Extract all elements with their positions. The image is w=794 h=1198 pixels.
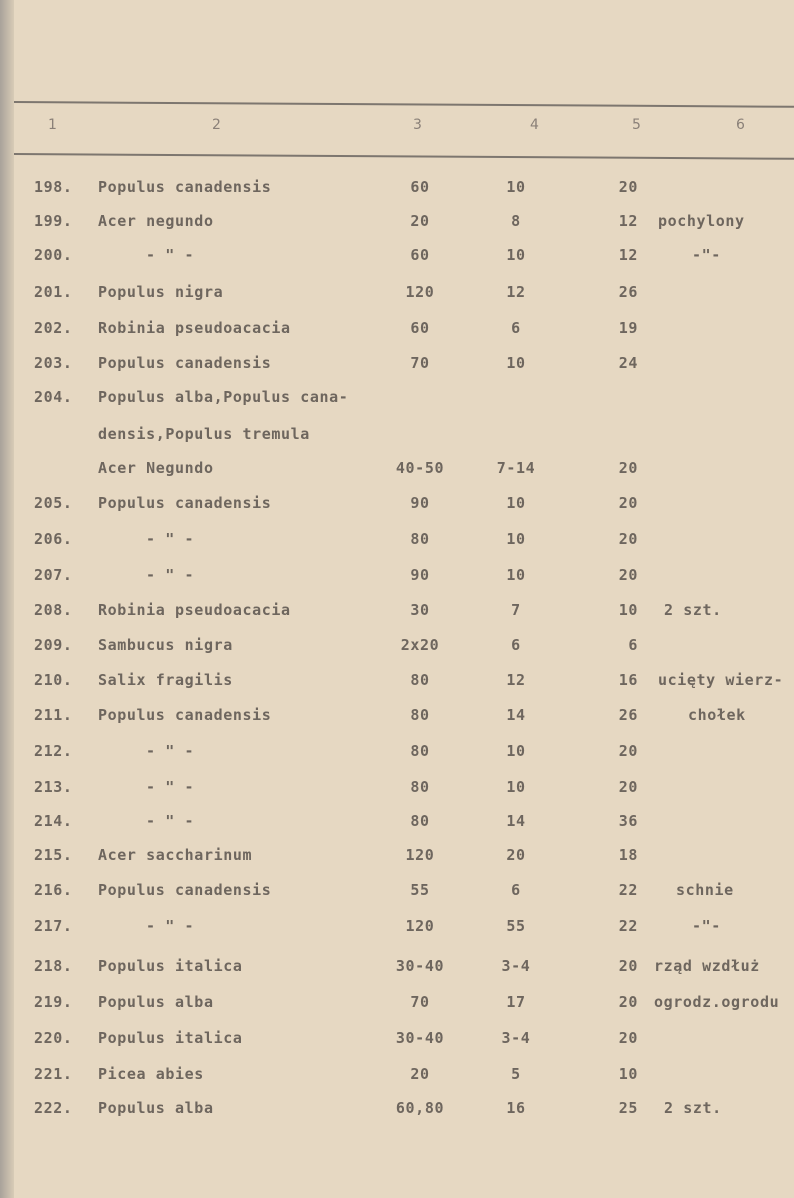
col-5-value: 12 [618,246,638,264]
species-name: - " - [146,812,195,830]
col-5-value: 20 [618,459,638,477]
row-number: 199. [34,212,73,230]
col-3-value: 80 [410,530,430,548]
col-6-remark: 2 szt. [664,601,722,619]
species-name: - " - [146,778,195,796]
species-name: Populus nigra [98,283,224,301]
col-4-value: 55 [506,917,526,935]
header-col-3: 3 [413,117,422,133]
col-3-value: 70 [410,354,430,372]
col-4-value: 14 [506,812,526,830]
row-number: 211. [34,706,73,724]
col-3-value: 70 [410,993,430,1011]
col-6-remark: schnie [676,881,734,899]
species-name: Populus canadensis [98,178,272,196]
col-5-value: 12 [618,212,638,230]
species-name: Populus alba [98,993,214,1011]
row-number: 198. [34,178,73,196]
row-number: 200. [34,246,73,264]
species-name: Acer saccharinum [98,846,253,864]
species-name: Robinia pseudoacacia [98,601,291,619]
col-4-value: 16 [506,1099,526,1117]
species-name: - " - [146,917,195,935]
species-name: - " - [146,530,195,548]
col-3-value: 90 [410,566,430,584]
species-name: Populus italica [98,1029,243,1047]
col-4-value: 10 [506,246,526,264]
species-name: Sambucus nigra [98,636,233,654]
col-4-value: 10 [506,178,526,196]
col-5-value: 10 [618,601,638,619]
col-4-value: 10 [506,742,526,760]
species-name: - " - [146,742,195,760]
col-3-value: 20 [410,212,430,230]
col-5-value: 24 [618,354,638,372]
col-5-value: 22 [618,881,638,899]
row-number: 213. [34,778,73,796]
header-col-5: 5 [632,117,641,133]
col-4-value: 20 [506,846,526,864]
col-5-value: 20 [618,530,638,548]
species-name: - " - [146,246,195,264]
col-4-value: 3-4 [501,1029,531,1047]
col-3-value: 120 [405,283,435,301]
col-5-value: 20 [618,957,638,975]
header-col-6: 6 [736,117,745,133]
col-5-value: 25 [618,1099,638,1117]
col-3-value: 55 [410,881,430,899]
col-4-value: 10 [506,494,526,512]
row-number: 201. [34,283,73,301]
col-4-value: 10 [506,354,526,372]
col-5-value: 36 [618,812,638,830]
species-name: Picea abies [98,1065,204,1083]
table-header-rule [14,153,794,160]
row-number: 209. [34,636,73,654]
col-6-remark: -"- [692,917,721,935]
col-5-value: 10 [618,1065,638,1083]
col-3-value: 60 [410,319,430,337]
header-col-4: 4 [530,117,539,133]
species-name: Acer negundo [98,212,214,230]
row-number: 221. [34,1065,73,1083]
col-4-value: 6 [511,636,521,654]
header-col-2: 2 [212,117,221,133]
col-4-value: 8 [511,212,521,230]
col-5-value: 6 [628,636,638,654]
col-4-value: 12 [506,283,526,301]
col-3-value: 2x20 [400,636,440,654]
col-3-value: 80 [410,812,430,830]
col-5-value: 20 [618,778,638,796]
row-number: 216. [34,881,73,899]
page-edge-shadow [0,0,14,1198]
species-name: Acer Negundo [98,459,214,477]
col-5-value: 20 [618,178,638,196]
col-6-remark: -"- [692,246,721,264]
row-number: 220. [34,1029,73,1047]
col-4-value: 7-14 [496,459,536,477]
col-4-value: 7 [511,601,521,619]
col-4-value: 10 [506,530,526,548]
row-number: 205. [34,494,73,512]
col-4-value: 12 [506,671,526,689]
row-number: 207. [34,566,73,584]
col-3-value: 20 [410,1065,430,1083]
species-name: Populus alba,Populus cana- [98,388,349,406]
col-4-value: 10 [506,778,526,796]
col-6-remark: rząd wzdłuż [654,957,760,975]
species-name: Populus canadensis [98,354,272,372]
row-number: 204. [34,388,73,406]
col-3-value: 30-40 [395,1029,445,1047]
col-4-value: 3-4 [501,957,531,975]
species-name: Salix fragilis [98,671,233,689]
col-5-value: 18 [618,846,638,864]
col-6-remark: pochylony [658,212,745,230]
row-number: 219. [34,993,73,1011]
row-number: 202. [34,319,73,337]
row-number: 206. [34,530,73,548]
row-number: 222. [34,1099,73,1117]
col-5-value: 20 [618,566,638,584]
col-3-value: 80 [410,671,430,689]
species-name: Populus canadensis [98,881,272,899]
col-5-value: 26 [618,706,638,724]
col-3-value: 80 [410,706,430,724]
col-3-value: 80 [410,742,430,760]
row-number: 217. [34,917,73,935]
row-number: 203. [34,354,73,372]
col-3-value: 30-40 [395,957,445,975]
species-name: densis,Populus tremula [98,425,310,443]
col-3-value: 80 [410,778,430,796]
col-5-value: 20 [618,1029,638,1047]
col-4-value: 6 [511,881,521,899]
row-number: 214. [34,812,73,830]
col-3-value: 60 [410,178,430,196]
row-number: 218. [34,957,73,975]
species-name: Populus canadensis [98,494,272,512]
row-number: 212. [34,742,73,760]
col-4-value: 6 [511,319,521,337]
species-name: Populus canadensis [98,706,272,724]
species-name: Populus italica [98,957,243,975]
row-number: 208. [34,601,73,619]
col-3-value: 120 [405,846,435,864]
header-col-1: 1 [48,117,57,133]
species-name: Robinia pseudoacacia [98,319,291,337]
col-3-value: 40-50 [395,459,445,477]
col-5-value: 20 [618,494,638,512]
row-number: 210. [34,671,73,689]
col-3-value: 90 [410,494,430,512]
col-5-value: 19 [618,319,638,337]
species-name: - " - [146,566,195,584]
col-4-value: 14 [506,706,526,724]
row-number: 215. [34,846,73,864]
col-5-value: 26 [618,283,638,301]
col-3-value: 30 [410,601,430,619]
col-4-value: 5 [511,1065,521,1083]
col-6-remark: ogrodz.ogrodu [654,993,780,1011]
species-name: Populus alba [98,1099,214,1117]
col-6-remark: chołek [688,706,746,724]
col-5-value: 20 [618,742,638,760]
col-4-value: 17 [506,993,526,1011]
col-6-remark: ucięty wierz- [658,671,784,689]
col-6-remark: 2 szt. [664,1099,722,1117]
col-5-value: 22 [618,917,638,935]
col-4-value: 10 [506,566,526,584]
col-3-value: 120 [405,917,435,935]
col-5-value: 16 [618,671,638,689]
table-top-rule [14,101,794,108]
col-5-value: 20 [618,993,638,1011]
col-3-value: 60 [410,246,430,264]
col-3-value: 60,80 [395,1099,445,1117]
